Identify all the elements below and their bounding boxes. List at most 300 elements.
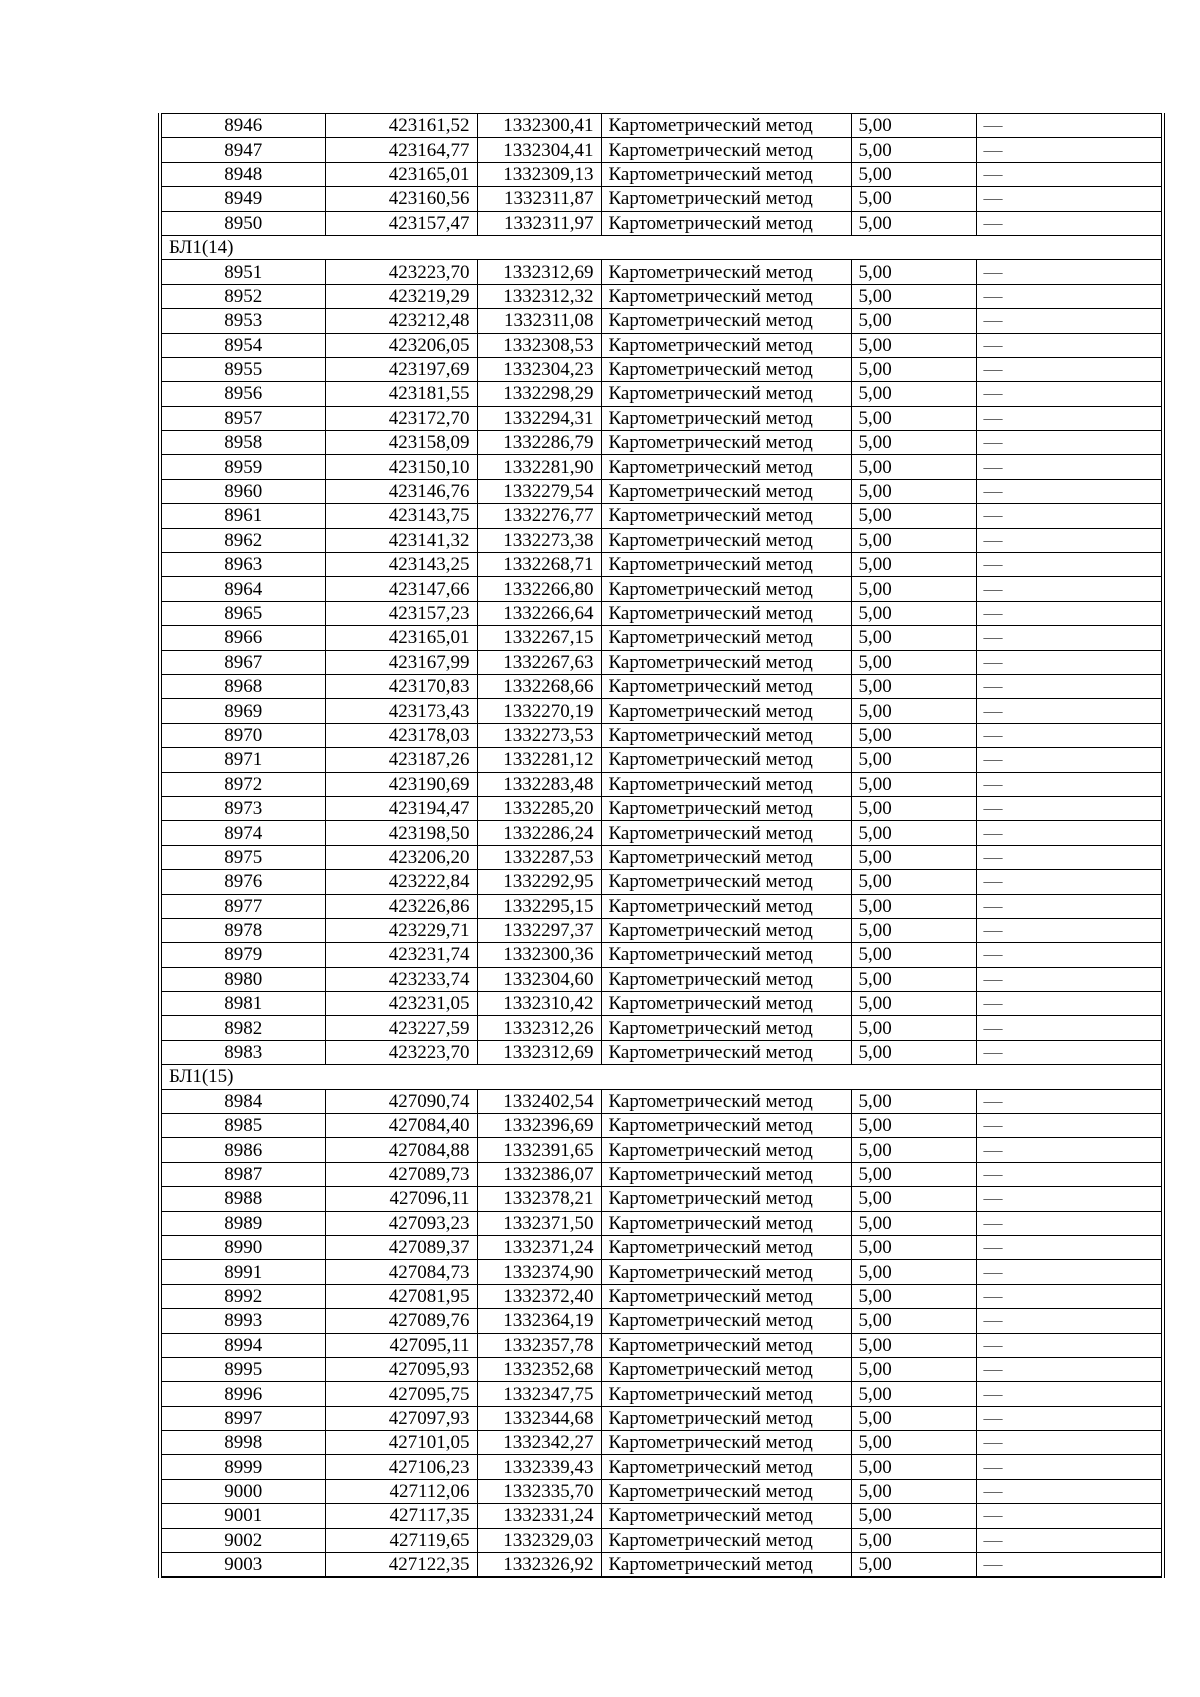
method-cell: Картометрический метод — [601, 382, 851, 406]
y-coordinate-cell: 1332308,53 — [477, 333, 601, 357]
accuracy-cell: 5,00 — [851, 114, 976, 138]
table-row — [160, 723, 1163, 747]
group-label: БЛ1(15) — [160, 1065, 1163, 1089]
method-cell: Картометрический метод — [601, 357, 851, 381]
point-number-cell: 9002 — [160, 1528, 325, 1552]
accuracy-cell: 5,00 — [851, 1016, 976, 1040]
x-coordinate-cell: 423229,71 — [325, 918, 477, 942]
description-cell: — — [976, 1333, 1163, 1357]
table-row — [160, 674, 1163, 698]
table-row — [160, 528, 1163, 552]
x-coordinate-cell: 427119,65 — [325, 1528, 477, 1552]
x-coordinate-cell: 423187,26 — [325, 748, 477, 772]
method-cell: Картометрический метод — [601, 967, 851, 991]
y-coordinate-cell: 1332331,24 — [477, 1504, 601, 1528]
y-coordinate-cell: 1332344,68 — [477, 1406, 601, 1430]
description-cell: — — [976, 1235, 1163, 1259]
point-number-cell: 8949 — [160, 187, 325, 211]
description-cell: — — [976, 699, 1163, 723]
method-cell: Картометрический метод — [601, 1162, 851, 1186]
point-number-cell: 8990 — [160, 1235, 325, 1259]
x-coordinate-cell: 423157,23 — [325, 601, 477, 625]
table-row — [160, 114, 1163, 138]
x-coordinate-cell: 423158,09 — [325, 431, 477, 455]
x-coordinate-cell: 423206,20 — [325, 845, 477, 869]
y-coordinate-cell: 1332285,20 — [477, 796, 601, 820]
table-row — [160, 796, 1163, 820]
x-coordinate-cell: 423165,01 — [325, 626, 477, 650]
point-number-cell: 8976 — [160, 870, 325, 894]
accuracy-cell: 5,00 — [851, 1504, 976, 1528]
point-number-cell: 8996 — [160, 1382, 325, 1406]
accuracy-cell: 5,00 — [851, 1114, 976, 1138]
point-number-cell: 8954 — [160, 333, 325, 357]
accuracy-cell: 5,00 — [851, 1138, 976, 1162]
description-cell: — — [976, 723, 1163, 747]
table-row — [160, 479, 1163, 503]
accuracy-cell: 5,00 — [851, 1211, 976, 1235]
point-number-cell: 8968 — [160, 674, 325, 698]
description-cell: — — [976, 1187, 1163, 1211]
table-row — [160, 211, 1163, 235]
accuracy-cell: 5,00 — [851, 1187, 976, 1211]
accuracy-cell: 5,00 — [851, 382, 976, 406]
x-coordinate-cell: 427089,73 — [325, 1162, 477, 1186]
method-cell: Картометрический метод — [601, 1479, 851, 1503]
x-coordinate-cell: 423173,43 — [325, 699, 477, 723]
accuracy-cell: 5,00 — [851, 1553, 976, 1578]
method-cell: Картометрический метод — [601, 1431, 851, 1455]
y-coordinate-cell: 1332292,95 — [477, 870, 601, 894]
y-coordinate-cell: 1332294,31 — [477, 406, 601, 430]
description-cell: — — [976, 553, 1163, 577]
method-cell: Картометрический метод — [601, 821, 851, 845]
y-coordinate-cell: 1332266,80 — [477, 577, 601, 601]
point-number-cell: 8946 — [160, 114, 325, 138]
x-coordinate-cell: 423172,70 — [325, 406, 477, 430]
description-cell: — — [976, 504, 1163, 528]
table-row — [160, 1187, 1163, 1211]
y-coordinate-cell: 1332335,70 — [477, 1479, 601, 1503]
x-coordinate-cell: 423165,01 — [325, 162, 477, 186]
point-number-cell: 9001 — [160, 1504, 325, 1528]
point-number-cell: 8987 — [160, 1162, 325, 1186]
description-cell: — — [976, 138, 1163, 162]
method-cell: Картометрический метод — [601, 723, 851, 747]
method-cell: Картометрический метод — [601, 577, 851, 601]
y-coordinate-cell: 1332371,24 — [477, 1235, 601, 1259]
point-number-cell: 8972 — [160, 772, 325, 796]
table-row — [160, 1528, 1163, 1552]
x-coordinate-cell: 427106,23 — [325, 1455, 477, 1479]
x-coordinate-cell: 427122,35 — [325, 1553, 477, 1578]
y-coordinate-cell: 1332329,03 — [477, 1528, 601, 1552]
y-coordinate-cell: 1332364,19 — [477, 1309, 601, 1333]
x-coordinate-cell: 427101,05 — [325, 1431, 477, 1455]
description-cell: — — [976, 284, 1163, 308]
point-number-cell: 8962 — [160, 528, 325, 552]
point-number-cell: 8979 — [160, 943, 325, 967]
accuracy-cell: 5,00 — [851, 162, 976, 186]
table-row — [160, 431, 1163, 455]
x-coordinate-cell: 427090,74 — [325, 1089, 477, 1113]
description-cell: — — [976, 1260, 1163, 1284]
point-number-cell: 8992 — [160, 1284, 325, 1308]
point-number-cell: 8947 — [160, 138, 325, 162]
method-cell: Картометрический метод — [601, 1040, 851, 1064]
description-cell: — — [976, 1528, 1163, 1552]
description-cell: — — [976, 1114, 1163, 1138]
accuracy-cell: 5,00 — [851, 406, 976, 430]
table-row — [160, 284, 1163, 308]
table-row — [160, 1455, 1163, 1479]
accuracy-cell: 5,00 — [851, 1162, 976, 1186]
table-row — [160, 772, 1163, 796]
y-coordinate-cell: 1332374,90 — [477, 1260, 601, 1284]
method-cell: Картометрический метод — [601, 1016, 851, 1040]
x-coordinate-cell: 423167,99 — [325, 650, 477, 674]
description-cell: — — [976, 1089, 1163, 1113]
accuracy-cell: 5,00 — [851, 1089, 976, 1113]
accuracy-cell: 5,00 — [851, 723, 976, 747]
point-number-cell: 8993 — [160, 1309, 325, 1333]
table-row — [160, 894, 1163, 918]
method-cell: Картометрический метод — [601, 504, 851, 528]
method-cell: Картометрический метод — [601, 479, 851, 503]
y-coordinate-cell: 1332378,21 — [477, 1187, 601, 1211]
x-coordinate-cell: 423143,75 — [325, 504, 477, 528]
accuracy-cell: 5,00 — [851, 309, 976, 333]
accuracy-cell: 5,00 — [851, 528, 976, 552]
description-cell: — — [976, 455, 1163, 479]
y-coordinate-cell: 1332295,15 — [477, 894, 601, 918]
method-cell: Картометрический метод — [601, 406, 851, 430]
table-row — [160, 1040, 1163, 1064]
x-coordinate-cell: 427096,11 — [325, 1187, 477, 1211]
accuracy-cell: 5,00 — [851, 1235, 976, 1259]
y-coordinate-cell: 1332300,41 — [477, 114, 601, 138]
x-coordinate-cell: 427095,93 — [325, 1357, 477, 1381]
method-cell: Картометрический метод — [601, 260, 851, 284]
table-row — [160, 967, 1163, 991]
x-coordinate-cell: 423147,66 — [325, 577, 477, 601]
accuracy-cell: 5,00 — [851, 748, 976, 772]
y-coordinate-cell: 1332311,87 — [477, 187, 601, 211]
description-cell: — — [976, 1138, 1163, 1162]
x-coordinate-cell: 423181,55 — [325, 382, 477, 406]
method-cell: Картометрический метод — [601, 772, 851, 796]
x-coordinate-cell: 423198,50 — [325, 821, 477, 845]
x-coordinate-cell: 423227,59 — [325, 1016, 477, 1040]
method-cell: Картометрический метод — [601, 1357, 851, 1381]
y-coordinate-cell: 1332267,15 — [477, 626, 601, 650]
point-number-cell: 8989 — [160, 1211, 325, 1235]
description-cell: — — [976, 406, 1163, 430]
point-number-cell: 8974 — [160, 821, 325, 845]
method-cell: Картометрический метод — [601, 1114, 851, 1138]
description-cell: — — [976, 992, 1163, 1016]
description-cell: — — [976, 1431, 1163, 1455]
description-cell: — — [976, 943, 1163, 967]
accuracy-cell: 5,00 — [851, 211, 976, 235]
point-number-cell: 8988 — [160, 1187, 325, 1211]
point-number-cell: 8977 — [160, 894, 325, 918]
description-cell: — — [976, 918, 1163, 942]
y-coordinate-cell: 1332312,32 — [477, 284, 601, 308]
accuracy-cell: 5,00 — [851, 479, 976, 503]
table-row — [160, 992, 1163, 1016]
point-number-cell: 8994 — [160, 1333, 325, 1357]
method-cell: Картометрический метод — [601, 1284, 851, 1308]
description-cell: — — [976, 333, 1163, 357]
accuracy-cell: 5,00 — [851, 870, 976, 894]
x-coordinate-cell: 423197,69 — [325, 357, 477, 381]
y-coordinate-cell: 1332309,13 — [477, 162, 601, 186]
method-cell: Картометрический метод — [601, 1235, 851, 1259]
y-coordinate-cell: 1332311,97 — [477, 211, 601, 235]
y-coordinate-cell: 1332304,60 — [477, 967, 601, 991]
point-number-cell: 9003 — [160, 1553, 325, 1578]
point-number-cell: 8978 — [160, 918, 325, 942]
description-cell: — — [976, 845, 1163, 869]
x-coordinate-cell: 423160,56 — [325, 187, 477, 211]
method-cell: Картометрический метод — [601, 845, 851, 869]
x-coordinate-cell: 427089,37 — [325, 1235, 477, 1259]
method-cell: Картометрический метод — [601, 1211, 851, 1235]
description-cell: — — [976, 162, 1163, 186]
y-coordinate-cell: 1332270,19 — [477, 699, 601, 723]
description-cell: — — [976, 674, 1163, 698]
x-coordinate-cell: 427093,23 — [325, 1211, 477, 1235]
point-number-cell: 8963 — [160, 553, 325, 577]
point-number-cell: 8967 — [160, 650, 325, 674]
description-cell: — — [976, 650, 1163, 674]
method-cell: Картометрический метод — [601, 992, 851, 1016]
x-coordinate-cell: 423219,29 — [325, 284, 477, 308]
method-cell: Картометрический метод — [601, 309, 851, 333]
y-coordinate-cell: 1332326,92 — [477, 1553, 601, 1578]
y-coordinate-cell: 1332396,69 — [477, 1114, 601, 1138]
y-coordinate-cell: 1332268,66 — [477, 674, 601, 698]
description-cell: — — [976, 821, 1163, 845]
table-row — [160, 1260, 1163, 1284]
accuracy-cell: 5,00 — [851, 333, 976, 357]
description-cell: — — [976, 772, 1163, 796]
point-number-cell: 8955 — [160, 357, 325, 381]
description-cell: — — [976, 1162, 1163, 1186]
x-coordinate-cell: 427117,35 — [325, 1504, 477, 1528]
y-coordinate-cell: 1332273,53 — [477, 723, 601, 747]
description-cell: — — [976, 431, 1163, 455]
method-cell: Картометрический метод — [601, 796, 851, 820]
table-row — [160, 1431, 1163, 1455]
table-row — [160, 382, 1163, 406]
accuracy-cell: 5,00 — [851, 1040, 976, 1064]
table-row — [160, 1284, 1163, 1308]
table-row — [160, 1504, 1163, 1528]
point-number-cell: 9000 — [160, 1479, 325, 1503]
point-number-cell: 8948 — [160, 162, 325, 186]
table-row — [160, 162, 1163, 186]
method-cell: Картометрический метод — [601, 1382, 851, 1406]
x-coordinate-cell: 427095,11 — [325, 1333, 477, 1357]
point-number-cell: 8957 — [160, 406, 325, 430]
table-row — [160, 406, 1163, 430]
accuracy-cell: 5,00 — [851, 992, 976, 1016]
table-row — [160, 1309, 1163, 1333]
accuracy-cell: 5,00 — [851, 1333, 976, 1357]
point-number-cell: 8953 — [160, 309, 325, 333]
x-coordinate-cell: 423233,74 — [325, 967, 477, 991]
description-cell: — — [976, 748, 1163, 772]
x-coordinate-cell: 423222,84 — [325, 870, 477, 894]
table-row — [160, 626, 1163, 650]
accuracy-cell: 5,00 — [851, 577, 976, 601]
description-cell: — — [976, 601, 1163, 625]
x-coordinate-cell: 423161,52 — [325, 114, 477, 138]
method-cell: Картометрический метод — [601, 601, 851, 625]
y-coordinate-cell: 1332402,54 — [477, 1089, 601, 1113]
x-coordinate-cell: 423141,32 — [325, 528, 477, 552]
y-coordinate-cell: 1332298,29 — [477, 382, 601, 406]
x-coordinate-cell: 427089,76 — [325, 1309, 477, 1333]
table-row — [160, 1114, 1163, 1138]
table-row — [160, 918, 1163, 942]
y-coordinate-cell: 1332281,12 — [477, 748, 601, 772]
table-row — [160, 138, 1163, 162]
y-coordinate-cell: 1332339,43 — [477, 1455, 601, 1479]
method-cell: Картометрический метод — [601, 1455, 851, 1479]
point-number-cell: 8984 — [160, 1089, 325, 1113]
accuracy-cell: 5,00 — [851, 1382, 976, 1406]
description-cell: — — [976, 1382, 1163, 1406]
y-coordinate-cell: 1332287,53 — [477, 845, 601, 869]
table-row — [160, 260, 1163, 284]
point-number-cell: 8965 — [160, 601, 325, 625]
accuracy-cell: 5,00 — [851, 1309, 976, 1333]
table-row — [160, 699, 1163, 723]
table-row — [160, 1138, 1163, 1162]
point-number-cell: 8969 — [160, 699, 325, 723]
method-cell: Картометрический метод — [601, 528, 851, 552]
description-cell: — — [976, 211, 1163, 235]
x-coordinate-cell: 423226,86 — [325, 894, 477, 918]
x-coordinate-cell: 423146,76 — [325, 479, 477, 503]
x-coordinate-cell: 423231,74 — [325, 943, 477, 967]
method-cell: Картометрический метод — [601, 333, 851, 357]
accuracy-cell: 5,00 — [851, 918, 976, 942]
accuracy-cell: 5,00 — [851, 1357, 976, 1381]
point-number-cell: 8997 — [160, 1406, 325, 1430]
method-cell: Картометрический метод — [601, 699, 851, 723]
description-cell: — — [976, 1504, 1163, 1528]
description-cell: — — [976, 577, 1163, 601]
accuracy-cell: 5,00 — [851, 357, 976, 381]
method-cell: Картометрический метод — [601, 1333, 851, 1357]
description-cell: — — [976, 357, 1163, 381]
y-coordinate-cell: 1332304,23 — [477, 357, 601, 381]
accuracy-cell: 5,00 — [851, 772, 976, 796]
method-cell: Картометрический метод — [601, 431, 851, 455]
y-coordinate-cell: 1332297,37 — [477, 918, 601, 942]
method-cell: Картометрический метод — [601, 284, 851, 308]
y-coordinate-cell: 1332372,40 — [477, 1284, 601, 1308]
accuracy-cell: 5,00 — [851, 821, 976, 845]
method-cell: Картометрический метод — [601, 162, 851, 186]
table-row — [160, 357, 1163, 381]
accuracy-cell: 5,00 — [851, 1260, 976, 1284]
description-cell: — — [976, 1284, 1163, 1308]
accuracy-cell: 5,00 — [851, 284, 976, 308]
method-cell: Картометрический метод — [601, 943, 851, 967]
y-coordinate-cell: 1332300,36 — [477, 943, 601, 967]
point-number-cell: 8956 — [160, 382, 325, 406]
method-cell: Картометрический метод — [601, 1138, 851, 1162]
method-cell: Картометрический метод — [601, 553, 851, 577]
point-number-cell: 8950 — [160, 211, 325, 235]
accuracy-cell: 5,00 — [851, 626, 976, 650]
method-cell: Картометрический метод — [601, 1187, 851, 1211]
accuracy-cell: 5,00 — [851, 845, 976, 869]
table-row — [160, 1162, 1163, 1186]
point-number-cell: 8975 — [160, 845, 325, 869]
table-row — [160, 821, 1163, 845]
table-row — [160, 1211, 1163, 1235]
y-coordinate-cell: 1332312,26 — [477, 1016, 601, 1040]
description-cell: — — [976, 479, 1163, 503]
description-cell: — — [976, 309, 1163, 333]
point-number-cell: 8983 — [160, 1040, 325, 1064]
y-coordinate-cell: 1332304,41 — [477, 138, 601, 162]
table-row — [160, 455, 1163, 479]
coordinates-table — [158, 113, 1165, 1578]
table-row — [160, 943, 1163, 967]
method-cell: Картометрический метод — [601, 455, 851, 479]
table-row — [160, 870, 1163, 894]
point-number-cell: 8958 — [160, 431, 325, 455]
point-number-cell: 8964 — [160, 577, 325, 601]
accuracy-cell: 5,00 — [851, 650, 976, 674]
table-row — [160, 1406, 1163, 1430]
table-row — [160, 309, 1163, 333]
x-coordinate-cell: 427095,75 — [325, 1382, 477, 1406]
description-cell: — — [976, 1309, 1163, 1333]
y-coordinate-cell: 1332273,38 — [477, 528, 601, 552]
group-header-row — [160, 1065, 1163, 1089]
method-cell: Картометрический метод — [601, 1553, 851, 1578]
table-row — [160, 845, 1163, 869]
description-cell: — — [976, 1040, 1163, 1064]
point-number-cell: 8959 — [160, 455, 325, 479]
y-coordinate-cell: 1332266,64 — [477, 601, 601, 625]
accuracy-cell: 5,00 — [851, 431, 976, 455]
x-coordinate-cell: 427084,88 — [325, 1138, 477, 1162]
table-row — [160, 577, 1163, 601]
x-coordinate-cell: 423212,48 — [325, 309, 477, 333]
x-coordinate-cell: 423178,03 — [325, 723, 477, 747]
method-cell: Картометрический метод — [601, 748, 851, 772]
description-cell: — — [976, 1357, 1163, 1381]
method-cell: Картометрический метод — [601, 211, 851, 235]
method-cell: Картометрический метод — [601, 918, 851, 942]
table-row — [160, 1479, 1163, 1503]
group-label: БЛ1(14) — [160, 235, 1163, 259]
x-coordinate-cell: 423231,05 — [325, 992, 477, 1016]
y-coordinate-cell: 1332371,50 — [477, 1211, 601, 1235]
point-number-cell: 8971 — [160, 748, 325, 772]
y-coordinate-cell: 1332312,69 — [477, 260, 601, 284]
y-coordinate-cell: 1332311,08 — [477, 309, 601, 333]
